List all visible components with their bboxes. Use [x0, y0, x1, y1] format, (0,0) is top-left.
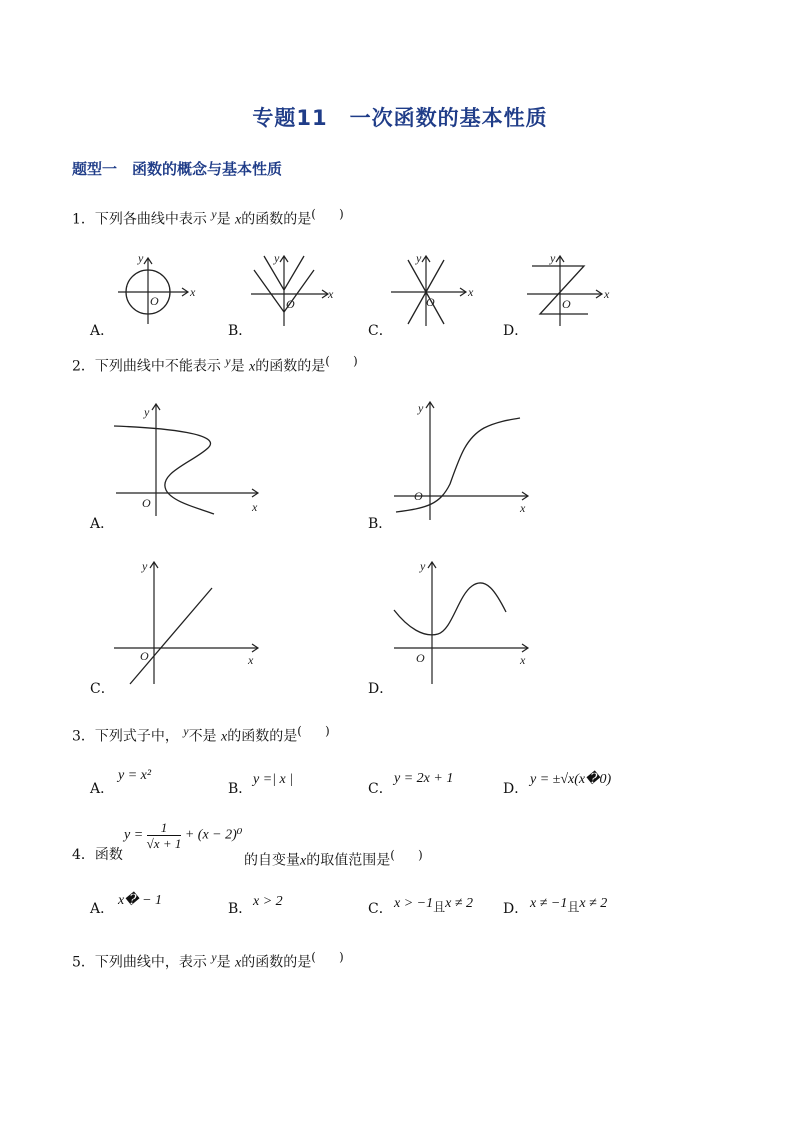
q4-function-expression — [124, 820, 242, 851]
question-text: 的自变量 — [244, 852, 300, 869]
x-axis-label: x — [190, 285, 196, 299]
x-axis-label: x — [520, 653, 526, 667]
q2-option-b: B． — [368, 516, 393, 532]
answer-parens: ( ) — [297, 724, 330, 738]
var-x: x — [249, 359, 256, 375]
question-text: 的函数的是 — [227, 728, 298, 745]
y-axis-label: y — [142, 559, 148, 573]
expr-part: x > −1 — [394, 896, 434, 911]
q2-graph-c — [108, 556, 268, 686]
curve-wave — [394, 583, 506, 635]
var-y: y — [211, 951, 217, 964]
origin-label: O — [142, 496, 151, 510]
expr-join: 且 — [433, 900, 446, 914]
question-text: 的函数的是 — [241, 211, 312, 228]
q1-graph-b — [246, 250, 336, 330]
question-text: 是 — [216, 211, 231, 228]
x-axis-label: x — [520, 501, 526, 515]
q1-graph-d — [522, 250, 612, 330]
answer-parens: ( ) — [325, 354, 358, 368]
var-x: x — [221, 729, 228, 745]
func-lhs: y = — [124, 827, 144, 843]
origin-label: O — [150, 294, 159, 308]
question-text: 下列式子中， — [94, 728, 179, 745]
fraction — [147, 820, 182, 851]
var-x: x — [235, 955, 242, 971]
answer-parens: ( ) — [311, 950, 344, 964]
q3-option-b-expr: y =| x | — [253, 772, 294, 787]
question-number: 5． — [72, 954, 95, 971]
q4-option-a-expr: x� − 1 — [118, 893, 163, 908]
q4-option-d-expr — [530, 894, 607, 912]
expr-part: x ≠ 2 — [445, 896, 474, 911]
question-1 — [72, 205, 344, 230]
y-axis-label: y — [138, 251, 144, 265]
curve-s — [114, 426, 214, 514]
page-title: 专题11 一次函数的基本性质 — [252, 106, 548, 130]
origin-label: O — [416, 651, 425, 665]
y-axis-label: y — [550, 251, 556, 265]
fraction-numerator: 1 — [147, 820, 182, 836]
question-text: 下列各曲线中表示 — [94, 211, 207, 228]
answer-parens: ( ) — [390, 848, 423, 862]
question-text: 是 — [216, 954, 231, 971]
q2-option-a: A． — [90, 516, 115, 532]
q3-option-b: B． — [228, 781, 253, 797]
q4-option-b: B． — [228, 901, 253, 917]
q3-option-a: A． — [90, 781, 115, 797]
question-4-tail — [244, 846, 423, 871]
x-axis-label: x — [248, 653, 254, 667]
question-number: 1． — [72, 211, 95, 228]
question-number: 3． — [72, 728, 95, 745]
q2-graph-b — [388, 396, 538, 522]
question-text: 是 — [230, 358, 245, 375]
q4-option-a: A． — [90, 901, 115, 917]
q2-option-d: D． — [368, 681, 394, 697]
q2-graph-a — [108, 398, 268, 518]
origin-label: O — [414, 489, 423, 503]
q1-graph-a — [108, 250, 198, 330]
q2-graph-d — [388, 556, 538, 686]
q3-option-c: C． — [368, 781, 393, 797]
expr-part: x ≠ −1 — [530, 896, 568, 911]
expr-part: x ≠ 2 — [579, 896, 608, 911]
question-number: 2． — [72, 358, 95, 375]
origin-label: O — [286, 297, 295, 311]
y-axis-label: y — [420, 559, 426, 573]
var-y: y — [183, 725, 189, 738]
expr-join: 且 — [567, 900, 580, 914]
question-text: 不是 — [188, 728, 217, 745]
var-y: y — [211, 208, 217, 221]
q4-option-b-expr: x > 2 — [253, 894, 283, 909]
origin-label: O — [426, 295, 435, 309]
section-heading: 题型一 函数的概念与基本性质 — [72, 160, 283, 178]
var-y: y — [225, 355, 231, 368]
question-text: 的取值范围是 — [306, 852, 391, 869]
question-text: 函数 — [94, 847, 123, 863]
x-axis-label: x — [328, 287, 334, 301]
answer-parens: ( ) — [311, 207, 344, 221]
q1-option-a: A． — [90, 323, 115, 339]
question-4-lead — [72, 846, 123, 864]
q4-option-c: C． — [368, 901, 393, 917]
y-axis-label: y — [418, 401, 424, 415]
q1-graph-c — [386, 250, 476, 330]
y-axis-label: y — [274, 251, 280, 265]
question-3 — [72, 722, 330, 747]
y-axis-label: y — [416, 251, 422, 265]
q4-option-c-expr — [394, 894, 473, 912]
q3-option-a-expr: y = x² — [118, 768, 152, 783]
x-axis-label: x — [604, 287, 610, 301]
fraction-denominator: √x + 1 — [146, 836, 182, 851]
question-text: 下列曲线中不能表示 — [94, 358, 221, 375]
y-axis-label: y — [144, 405, 150, 419]
q3-option-d-expr: y = ±√x(x�0) — [530, 772, 612, 787]
question-text: 下列曲线中，表示 — [94, 954, 207, 971]
x-axis-label: x — [252, 500, 258, 514]
q3-option-d: D． — [503, 781, 529, 797]
q1-option-d: D． — [503, 323, 529, 339]
q1-option-b: B． — [228, 323, 253, 339]
func-tail: + (x − 2)⁰ — [184, 827, 243, 843]
var-x: x — [300, 853, 307, 869]
origin-label: O — [140, 649, 149, 663]
question-5 — [72, 948, 344, 973]
q1-option-c: C． — [368, 323, 393, 339]
var-x: x — [235, 212, 242, 228]
question-number: 4． — [72, 847, 95, 863]
origin-label: O — [562, 297, 571, 311]
q3-option-c-expr: y = 2x + 1 — [394, 771, 454, 786]
question-text: 的函数的是 — [255, 358, 326, 375]
q2-option-c: C． — [90, 681, 115, 697]
q4-option-d: D． — [503, 901, 529, 917]
question-2 — [72, 352, 358, 377]
curve-line — [130, 588, 212, 684]
question-text: 的函数的是 — [241, 954, 312, 971]
x-axis-label: x — [468, 285, 474, 299]
